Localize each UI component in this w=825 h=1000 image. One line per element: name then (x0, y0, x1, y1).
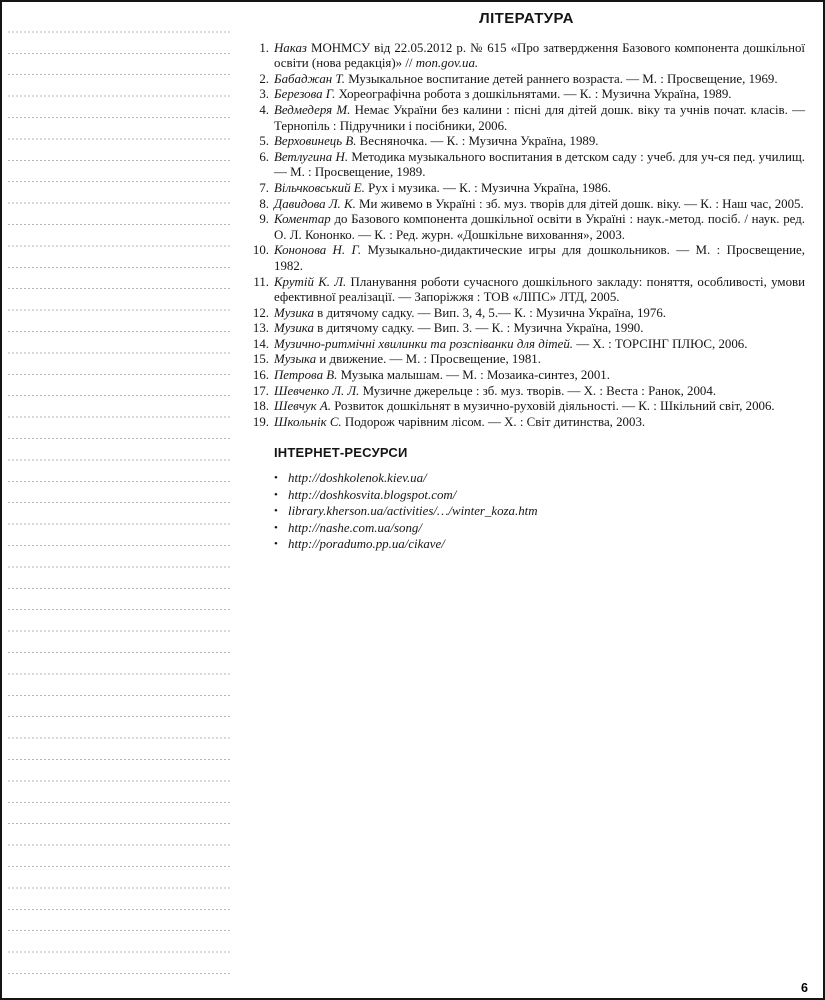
reference-item (248, 321, 805, 337)
url-text: library.kherson.ua/activities/…/winter_koza.htm (288, 504, 538, 519)
reference-number: 1. (259, 40, 269, 55)
reference-author: Вільчковський Е. (274, 180, 365, 195)
reference-author: Ведмедеря М. (274, 102, 351, 117)
reference-text (274, 197, 805, 213)
url-list-item (274, 520, 805, 537)
url-list-item (274, 536, 805, 553)
reference-details: Подорож чарівним лісом. — Х. : Світ дитинства, 2003. (341, 414, 646, 429)
reference-item (248, 243, 805, 274)
reference-item (248, 306, 805, 322)
reference-text (274, 415, 805, 431)
reference-details: Музыкальное воспитание детей раннего возраста. — М. : Просвещение, 1969. (344, 71, 778, 86)
reference-item (248, 150, 805, 181)
reference-item (248, 181, 805, 197)
reference-item (248, 72, 805, 88)
reference-number: 5. (259, 134, 269, 149)
reference-details: МОНМСУ від 22.05.2012 р. № 615 «Про затвердження Базового компонента дошкільної освіти (нова редакція)» // (274, 40, 805, 71)
reference-item (248, 352, 805, 368)
reference-text (274, 181, 805, 197)
reference-number: 17. (252, 383, 269, 398)
url-text: http://nashe.com.ua/song/ (288, 520, 422, 535)
reference-author: Наказ (274, 40, 307, 55)
reference-number: 9. (259, 212, 269, 227)
url-list (248, 470, 805, 553)
page-number: 6 (801, 981, 808, 995)
reference-author: Кононова Н. Г. (274, 243, 362, 258)
bullet-icon: • (274, 505, 278, 518)
bullet-icon: • (274, 488, 278, 501)
reference-author: Шевченко Л. Л. (274, 383, 360, 398)
reference-details: Планування роботи сучасного дошкільного закладу: поняття, особливості, умови ефективної реалізації. — Запоріжжя : ТОВ «ЛІПС» ЛТД, 2005. (274, 274, 805, 305)
url-list-item (274, 487, 805, 504)
reference-details: Розвиток дошкільнят в музично-руховій діяльності. — К. : Шкільний світ, 2006. (330, 399, 775, 414)
reference-text (274, 103, 805, 134)
page-title: ЛІТЕРАТУРА (479, 10, 574, 27)
reference-details: — Х. : ТОРСІНГ ПЛЮС, 2006. (573, 336, 748, 351)
reference-item (248, 337, 805, 353)
reference-number: 10. (252, 243, 269, 258)
reference-number: 15. (252, 352, 269, 367)
reference-text (274, 150, 805, 181)
reference-text (274, 306, 805, 322)
reference-item (248, 197, 805, 213)
url-list-item (274, 470, 805, 487)
reference-number: 8. (259, 196, 269, 211)
reference-details: Ми живемо в Україні : зб. муз. творів для дітей дошк. віку. — К. : Наш час, 2005. (355, 196, 804, 211)
reference-author: Верховинець В. (274, 134, 357, 149)
reference-details: Музыка малышам. — М. : Мозаика-синтез, 2001. (337, 368, 610, 383)
reference-text (274, 275, 805, 306)
reference-author: Музично-ритмічні хвилинки та розспіванки для дітей. (274, 336, 573, 351)
reference-number: 3. (259, 87, 269, 102)
reference-author: Коментар (274, 212, 331, 227)
reference-author: Крутій К. Л. (274, 274, 347, 289)
reference-details: в дитячому садку. — Вип. 3. — К. : Музична Україна, 1990. (313, 321, 644, 336)
reference-item (248, 399, 805, 415)
reference-details: до Базового компонента дошкільної освіти в Україні : наук.-метод. посіб. / наук. ред. О. Л. Кононко. — К. : Ред. журн. «Дошкільне виховання», 2003. (274, 212, 805, 242)
reference-item (248, 134, 805, 150)
reference-item (248, 415, 805, 431)
reference-author: Петрова В. (274, 368, 338, 383)
reference-author: Шевчук А. (274, 399, 331, 414)
reference-details: Музыкально-дидактические игры для дошкольников. — М. : Просвещение, 1982. (274, 243, 805, 273)
reference-url: mon.gov.ua. (415, 56, 479, 71)
reference-details: и движение. — М. : Просвещение, 1981. (316, 352, 541, 367)
url-text: http://doshkosvita.blogspot.com/ (288, 487, 457, 502)
url-text: http://poradumo.pp.ua/cikave/ (288, 537, 445, 552)
reference-author: Ветлугина Н. (274, 149, 349, 164)
reference-author: Давидова Л. К. (274, 196, 356, 211)
reference-number: 12. (252, 305, 269, 320)
reference-details: Весняночка. — К. : Музична Україна, 1989. (356, 134, 599, 149)
reference-item (248, 275, 805, 306)
reference-author: Музика (274, 305, 314, 320)
reference-details: Рух і музика. — К. : Музична Україна, 1986. (364, 180, 611, 195)
reference-details: Хореографічна робота з дошкільнятами. — К. : Музична Україна, 1989. (335, 87, 732, 102)
reference-number: 14. (252, 336, 269, 351)
reference-text (274, 134, 805, 150)
reference-number: 6. (259, 149, 269, 164)
reference-item (248, 103, 805, 134)
reference-number: 4. (259, 102, 269, 117)
reference-item (248, 41, 805, 72)
reference-author: Березова Г. (274, 87, 336, 102)
reference-details: Методика музыкального воспитания в детском саду : учеб. для уч-ся пед. училищ. — М. : Просвещение, 1989. (274, 149, 805, 180)
internet-resources-heading: ІНТЕРНЕТ-РЕСУРСИ (274, 445, 408, 461)
reference-author: Школьнік С. (274, 414, 342, 429)
reference-text (274, 368, 805, 384)
reference-item (248, 384, 805, 400)
reference-author: Музыка (274, 352, 317, 367)
reference-details: в дитячому садку. — Вип. 3, 4, 5.— К. : Музична Україна, 1976. (313, 305, 666, 320)
reference-item (248, 212, 805, 243)
reference-text (274, 399, 805, 415)
notebook-margin-lines (6, 11, 232, 993)
bullet-icon: • (274, 521, 278, 534)
bullet-icon: • (274, 472, 278, 485)
reference-text (274, 41, 805, 72)
reference-number: 11. (253, 274, 269, 289)
reference-text (274, 352, 805, 368)
reference-text (274, 243, 805, 274)
bullet-icon: • (274, 538, 278, 551)
reference-author: Музика (274, 321, 314, 336)
reference-details: Музичне джерельце : зб. муз. творів. — Х. : Веста : Ранок, 2004. (359, 383, 717, 398)
reference-number: 2. (259, 71, 269, 86)
reference-author: Бабаджан Т. (274, 71, 345, 86)
reference-item (248, 368, 805, 384)
reference-number: 7. (259, 180, 269, 195)
reference-text (274, 321, 805, 337)
reference-number: 16. (252, 368, 269, 383)
url-list-item (274, 503, 805, 520)
reference-text (274, 87, 805, 103)
reference-text (274, 212, 805, 243)
reference-number: 19. (252, 414, 269, 429)
reference-text (274, 72, 805, 88)
reference-details: Немає України без калини : пісні для дітей дошк. віку та учнів почат. класів. — Тернопіль : Підручники і посібники, 2006. (274, 102, 806, 133)
reference-text (274, 337, 805, 353)
reference-number: 13. (252, 321, 269, 336)
reference-item (248, 87, 805, 103)
reference-number: 18. (252, 399, 269, 414)
reference-list (248, 41, 805, 431)
url-text: http://doshkolenok.kiev.ua/ (288, 471, 427, 486)
page-content (248, 8, 805, 553)
reference-text (274, 384, 805, 400)
